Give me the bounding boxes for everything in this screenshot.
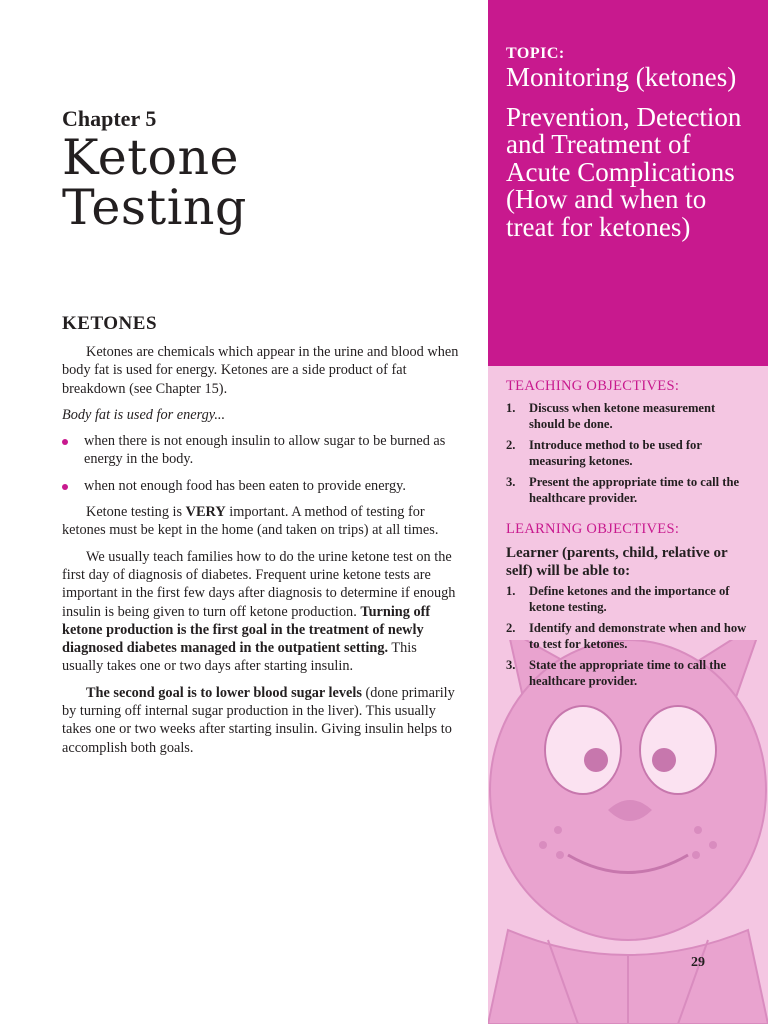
item-number: 3.	[506, 658, 516, 672]
cat-illustration	[488, 640, 768, 1024]
item-number: 2.	[506, 438, 516, 452]
paragraph-importance	[62, 503, 460, 540]
item-number: 3.	[506, 475, 516, 489]
text-run: (done primarily by turning off internal sugar production in the liver). This usually takes one or two weeks after starting insulin. Giving insulin helps to accomplish both goals.	[62, 684, 455, 756]
chapter-title	[62, 129, 322, 236]
list-item	[506, 438, 750, 469]
chapter-label: Chapter 5	[62, 106, 157, 131]
bullet-dot-icon	[62, 439, 68, 445]
chapter-title-line2: Testing	[62, 179, 247, 236]
teaching-objectives-list	[506, 401, 750, 512]
item-text: Present the appropriate time to call the healthcare provider.	[529, 475, 740, 505]
bullet-dot-icon	[62, 484, 68, 490]
item-number: 1.	[506, 584, 516, 598]
item-text: Define ketones and the importance of ketone testing.	[529, 584, 730, 614]
bullet-text: when not enough food has been eaten to provide energy.	[84, 477, 406, 494]
list-item	[506, 584, 750, 615]
paragraph-intro: Ketones are chemicals which appear in the urine and blood when body fat is used for energy. Ketones are a side product of fat breakdown (see Chapter 15).	[62, 344, 459, 397]
section-heading: KETONES	[62, 313, 158, 334]
text-run: We usually teach families how to do the urine ketone test on the first day of diagnosis of diabetes. Frequent urine ketone tests are important in the first few days after diagnosis to determine if enough insulin is being given to turn off ketone production.	[62, 548, 456, 620]
page-number: 29	[691, 955, 705, 970]
item-text: Introduce method to be used for measuring ketones.	[529, 438, 702, 468]
list-item	[62, 432, 460, 469]
list-item	[506, 401, 750, 432]
emphasis-first-goal: Turning off ketone production is the first goal in the treatment of newly diagnosed diabetes managed in the outpatient setting.	[62, 603, 431, 657]
learning-objectives-list	[506, 584, 750, 695]
list-item	[62, 477, 460, 495]
body-text	[62, 343, 460, 765]
list-item	[506, 658, 750, 689]
list-item	[506, 621, 750, 652]
text-run: This usually takes one or two days after starting insulin.	[62, 640, 417, 675]
paragraph-first-goal	[62, 548, 460, 676]
emphasis-second-goal: The second goal is to lower blood sugar levels	[86, 684, 362, 701]
emphasis-very: VERY	[185, 504, 226, 521]
topic-line-monitoring: Monitoring (ketones)	[506, 62, 737, 92]
topic-label: TOPIC:	[506, 45, 565, 62]
item-text: Identify and demonstrate when and how to test for ketones.	[529, 621, 747, 651]
item-number: 1.	[506, 401, 516, 415]
chapter-title-line1: Ketone	[62, 129, 240, 186]
learning-objectives-heading: LEARNING OBJECTIVES:	[506, 521, 680, 537]
text-run: important. A method of testing for ketones must be kept in the home (and taken on trips) at all times.	[62, 504, 439, 539]
bullet-list	[62, 432, 460, 495]
sidebar	[488, 0, 768, 1024]
teaching-objectives-heading: TEACHING OBJECTIVES:	[506, 378, 680, 394]
paragraph-second-goal	[62, 684, 460, 757]
topic-line-prevention: Prevention, Detection and Treatment of Acute Complications (How and when to treat for ketones)	[506, 101, 742, 242]
item-number: 2.	[506, 621, 516, 635]
italic-lead: Body fat is used for energy...	[62, 406, 226, 423]
bullet-text: when there is not enough insulin to allow sugar to be burned as energy in the body.	[84, 433, 446, 468]
item-text: Discuss when ketone measurement should be done.	[529, 401, 716, 431]
topic-box	[488, 0, 768, 366]
text-run: Ketone testing is	[86, 504, 186, 521]
learner-intro: Learner (parents, child, relative or self) will be able to:	[506, 545, 728, 579]
topic-title	[506, 64, 756, 241]
item-text: State the appropriate time to call the healthcare provider.	[529, 658, 727, 688]
list-item	[506, 475, 750, 506]
